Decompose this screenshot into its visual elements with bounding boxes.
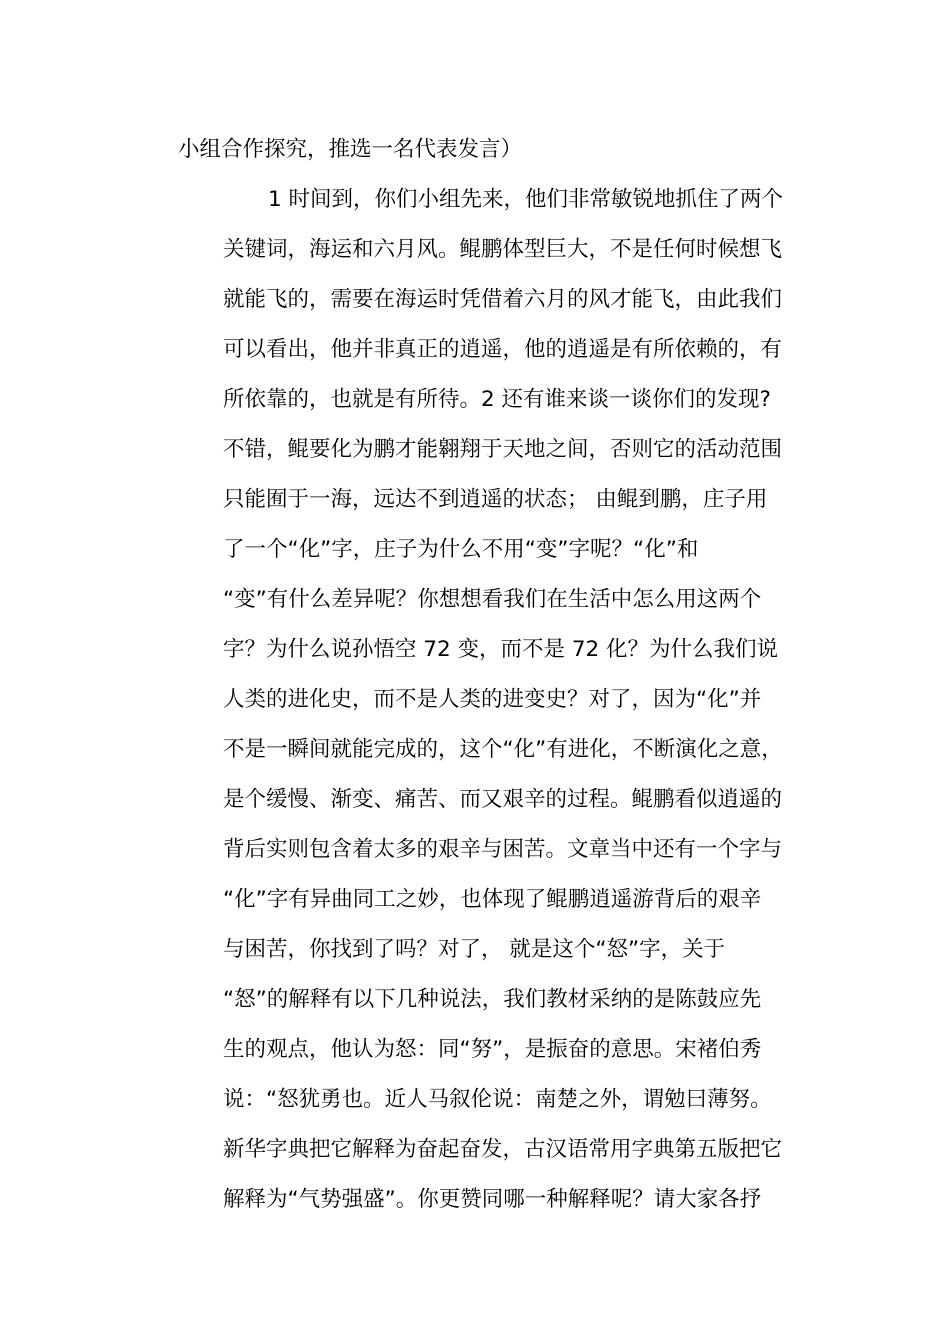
text-line-17: 与困苦，你找到了吗？对了， 就是这个“怒”字，关于 <box>223 937 726 962</box>
text-line-19: 生的观点，他认为怒：同“努”，是振奋的意思。宋褚伯秀 <box>223 1037 762 1062</box>
text-line-5: 可以看出，他并非真正的逍遥，他的逍遥是有所依赖的，有 <box>223 337 783 362</box>
text-line-21: 新华字典把它解释为奋起奋发，古汉语常用字典第五版把它 <box>223 1137 783 1162</box>
text-line-13: 不是一瞬间就能完成的，这个“化”有进化，不断演化之意， <box>223 737 783 762</box>
text-line-12: 人类的进化史，而不是人类的进变史？对了，因为“化”并 <box>223 687 762 712</box>
text-line-20: 说：“怒犹勇也。近人马叙伦说：南楚之外，谓勉曰薄努。 <box>223 1087 772 1112</box>
text-line-4: 就能飞的，需要在海运时凭借着六月的风才能飞，由此我们 <box>223 287 783 312</box>
text-line-6: 所依靠的，也就是有所待。2 还有谁来谈一谈你们的发现? <box>223 387 771 412</box>
text-line-18: “怒”的解释有以下几种说法，我们教材采纳的是陈鼓应先 <box>223 987 762 1012</box>
text-line-7: 不错，鲲要化为鹏才能翱翔于天地之间，否则它的活动范围 <box>223 437 783 462</box>
text-line-9: 了一个“化”字，庄子为什么不用“变”字呢？“化”和 <box>223 537 699 562</box>
text-line-16: “化”字有异曲同工之妙，也体现了鲲鹏逍遥游背后的艰辛 <box>223 887 762 912</box>
text-line-22: 解释为“气势强盛”。你更赞同哪一种解释呢？请大家各抒 <box>223 1187 762 1212</box>
text-line-14: 是个缓慢、渐变、痛苦、而又艰辛的过程。鲲鹏看似逍遥的 <box>223 787 783 812</box>
text-line-10: “变”有什么差异呢？你想想看我们在生活中怎么用这两个 <box>223 587 762 612</box>
text-line-8: 只能囿于一海，远达不到逍遥的状态； 由鲲到鹏，庄子用 <box>223 487 768 512</box>
text-line-1: 小组合作探究，推选一名代表发言） <box>178 137 523 162</box>
text-line-11: 字？为什么说孙悟空 72 变，而不是 72 化？为什么我们说 <box>223 637 779 662</box>
text-line-3: 关键词，海运和六月风。鲲鹏体型巨大，不是任何时候想飞 <box>223 237 783 262</box>
text-line-2: 1 时间到，你们小组先来，他们非常敏锐地抓住了两个 <box>268 187 784 212</box>
text-line-15: 背后实则包含着太多的艰辛与困苦。文章当中还有一个字与 <box>223 837 783 862</box>
